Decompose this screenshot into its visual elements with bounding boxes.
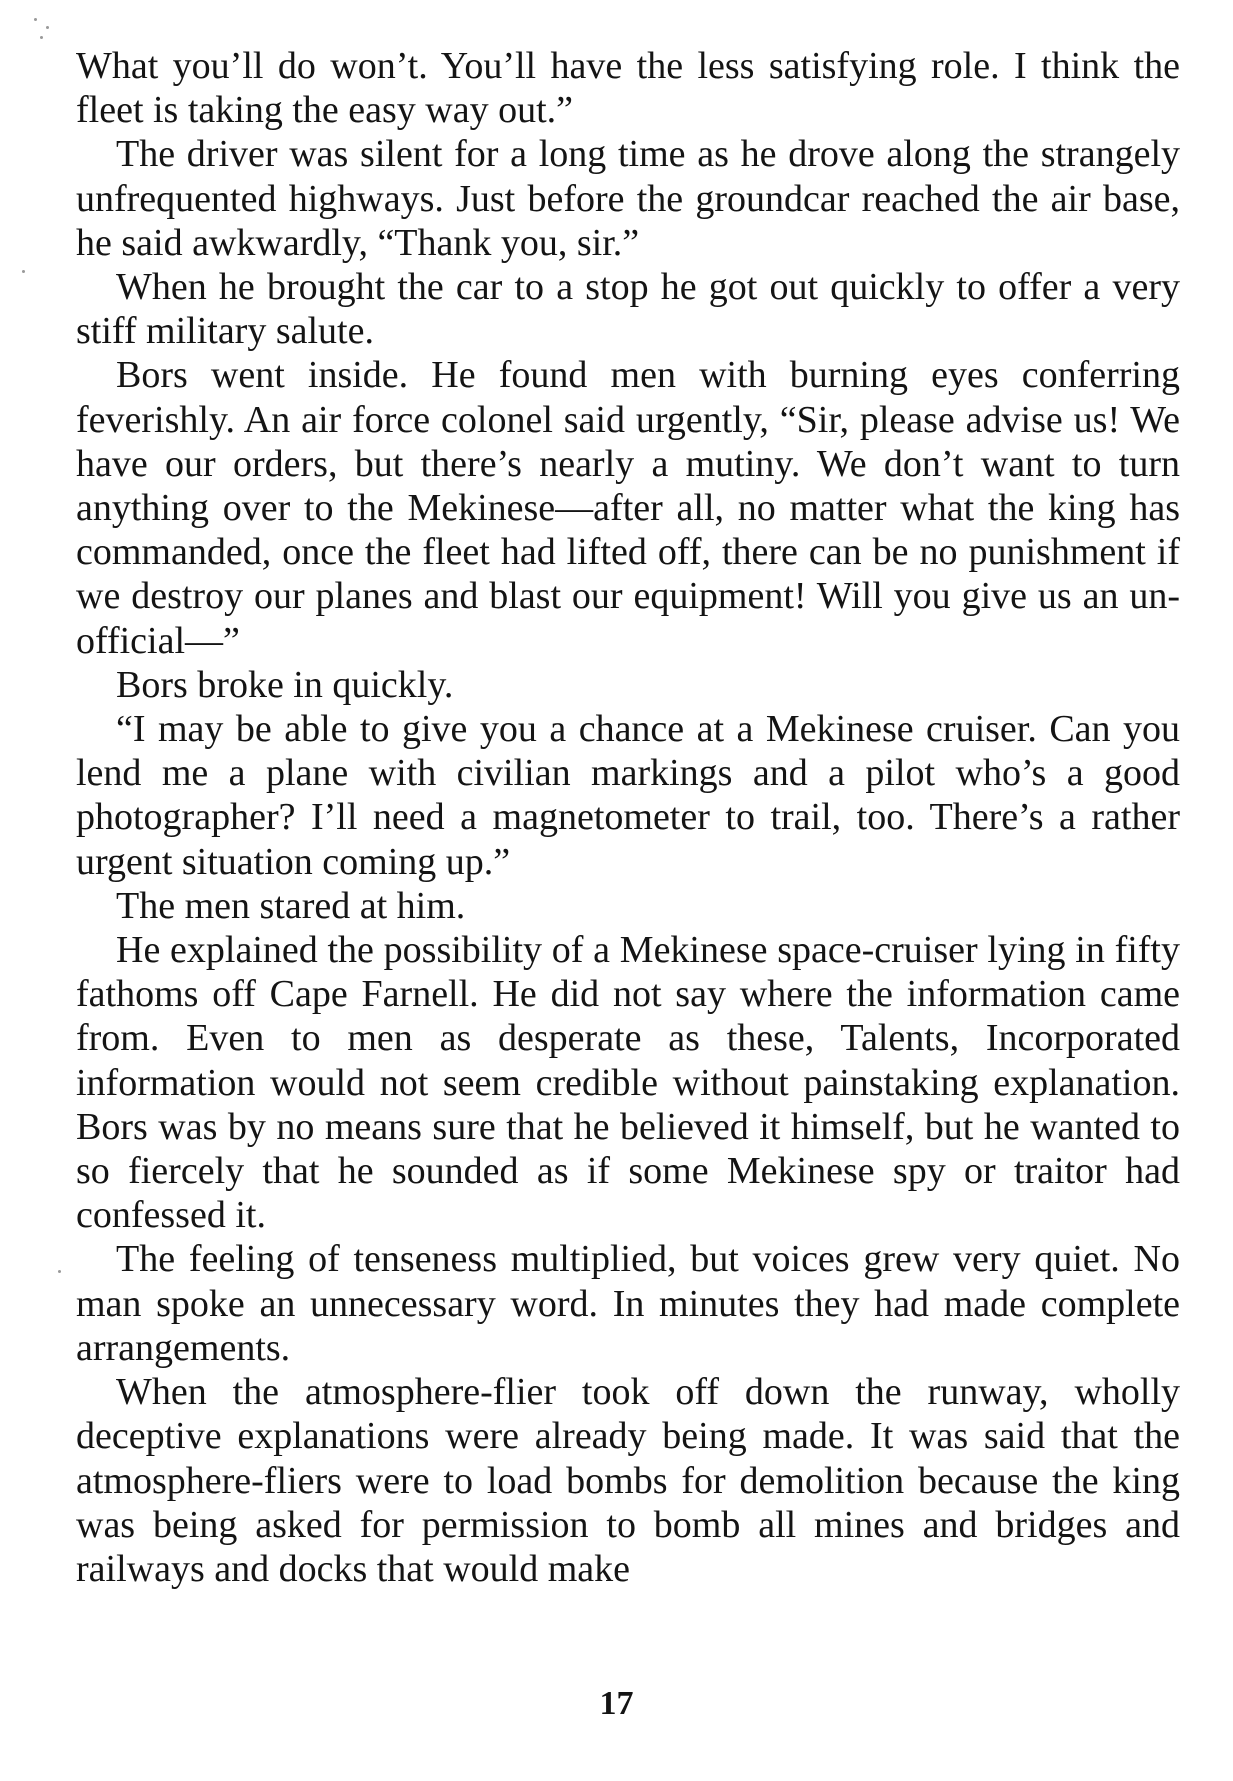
paragraph: When the atmosphere-flier took off down the runway, wholly deceptive explanations were already being made. It was said that the atmosphere-fliers were to load bombs for demolition because the king was being asked for permission to bomb all mines and bridges and railways and docks that would make [76, 1371, 1180, 1590]
paragraph: The driver was silent for a long time as he drove along the strangely unfrequented highways. Just before the groundcar reached the air base, he said awkwardly, “Thank you, sir.” [76, 133, 1180, 264]
paragraph: “I may be able to give you a chance at a Mekinese cruiser. Can you lend me a plane with civilian markings and a pilot who’s a good photographer? I’ll need a magnetometer to trail, too. There’s a rather urgent situation coming up.” [76, 708, 1180, 883]
book-page-text [76, 44, 1180, 1591]
print-speck [34, 18, 37, 21]
paragraph: The men stared at him. [116, 884, 466, 927]
page-number: 17 [599, 1685, 634, 1722]
print-speck [58, 1270, 61, 1273]
print-speck [40, 36, 43, 39]
paragraph: Bors broke in quickly. [116, 663, 454, 706]
paragraph: Bors went inside. He found men with burning eyes conferring feverishly. An air force colonel said urgently, “Sir, please advise us! We have our orders, but there’s nearly a mutiny. We don’t want to turn anything over to the Mekinese—after all, no matter what the king has commanded, once the fleet had lifted off, there can be no punishment if we destroy our planes and blast our equipment! Will you give us an unofficial—” [76, 354, 1180, 662]
paragraph: He explained the possibility of a Mekinese space-cruiser lying in fifty fathoms off Cape Farnell. He did not say where the information came from. Even to men as desperate as these, Talents, Incorporated information would not seem credible without painstaking explanation. Bors was by no means sure that he believed it himself, but he wanted to so fiercely that he sounded as if some Mekinese spy or traitor had confessed it. [76, 929, 1180, 1237]
print-speck [46, 26, 49, 29]
paragraph: The feeling of tenseness multiplied, but voices grew very quiet. No man spoke an unnecessary word. In minutes they had made complete arrangements. [76, 1238, 1180, 1369]
print-speck [22, 270, 25, 273]
paragraph: When he brought the car to a stop he got out quickly to offer a very stiff military salute. [76, 266, 1180, 353]
paragraph: What you’ll do won’t. You’ll have the less satisfying role. I think the fleet is taking the easy way out.” [76, 45, 1180, 132]
